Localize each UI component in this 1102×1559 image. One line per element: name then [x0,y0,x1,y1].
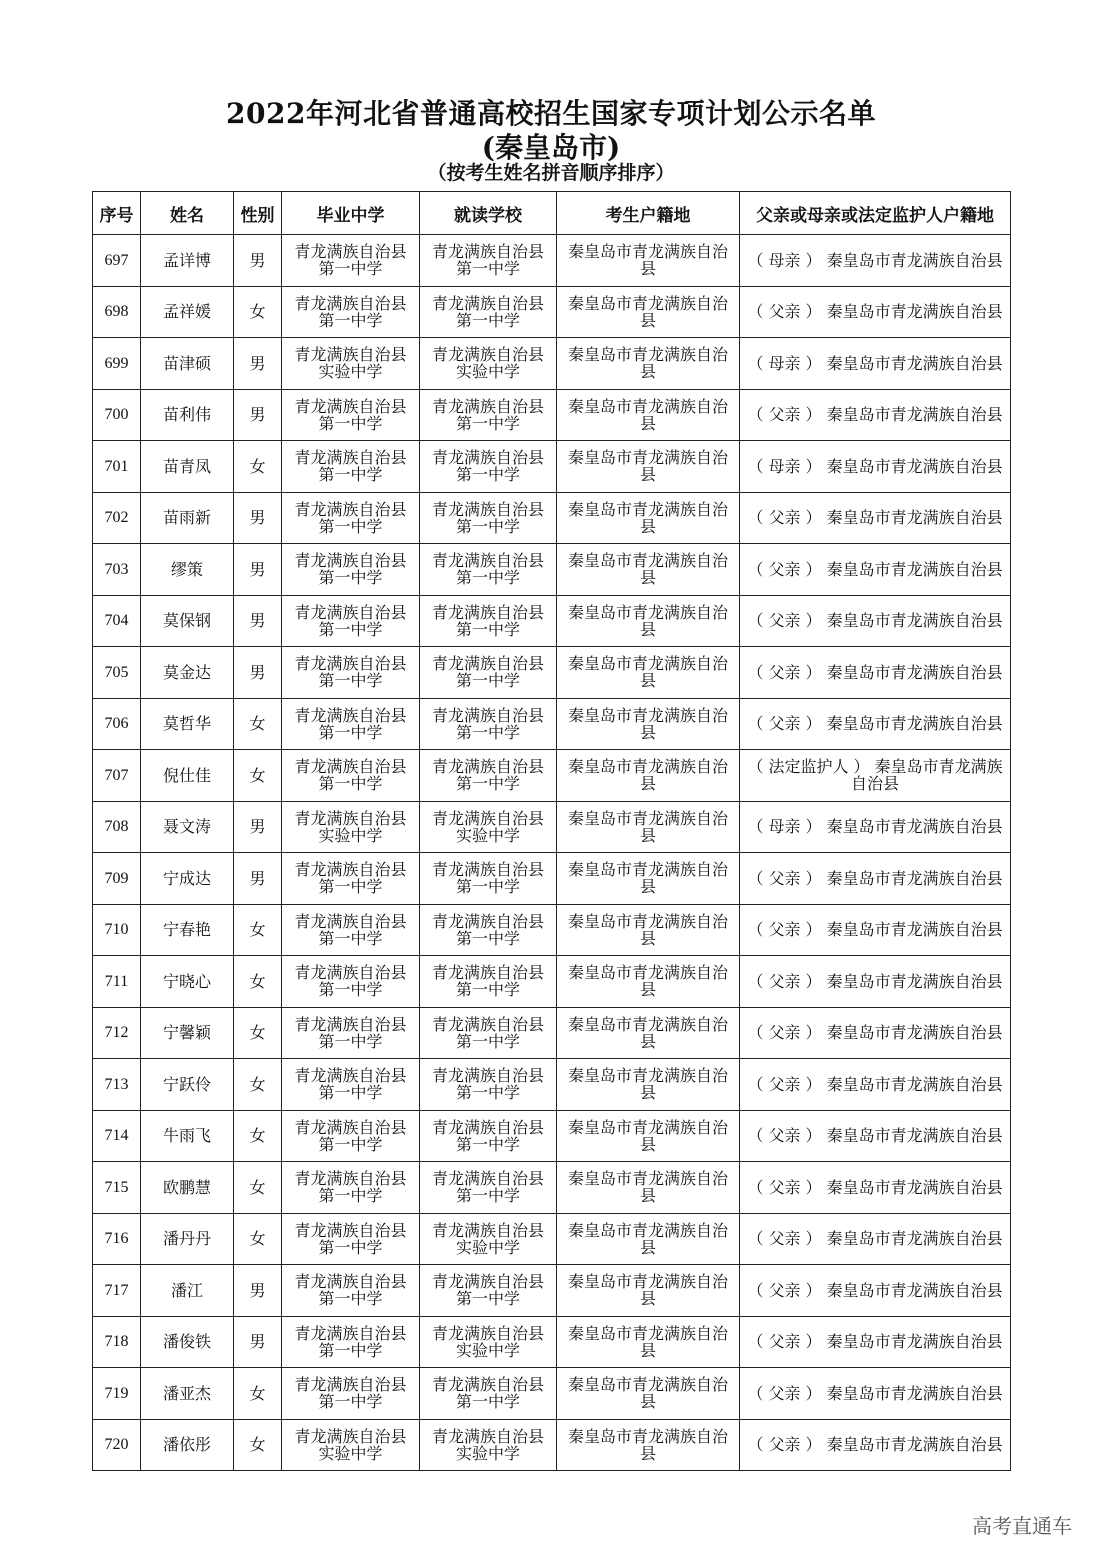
cell-graduated-school: 青龙满族自治县第一中学 [282,647,420,699]
cell-graduated-school: 青龙满族自治县第一中学 [282,441,420,493]
cell-graduated-school: 青龙满族自治县第一中学 [282,1265,420,1317]
cell-index: 709 [93,853,141,905]
cell-graduated-school: 青龙满族自治县实验中学 [282,801,420,853]
cell-name: 缪策 [141,544,234,596]
cell-parent-household: （ 父亲 ） 秦皇岛市青龙满族自治县 [740,1265,1011,1317]
cell-household: 秦皇岛市青龙满族自治县 [557,1265,740,1317]
cell-current-school: 青龙满族自治县第一中学 [420,544,557,596]
cell-index: 697 [93,235,141,287]
cell-graduated-school: 青龙满族自治县第一中学 [282,235,420,287]
table-row [93,1007,1011,1059]
cell-household: 秦皇岛市青龙满族自治县 [557,544,740,596]
col-header-parent-household: 父亲或母亲或法定监护人户籍地 [740,192,1011,235]
cell-name: 宁馨颖 [141,1007,234,1059]
cell-gender: 女 [234,904,282,956]
cell-parent-household: （ 父亲 ） 秦皇岛市青龙满族自治县 [740,1007,1011,1059]
cell-gender: 男 [234,389,282,441]
cell-parent-household: （ 母亲 ） 秦皇岛市青龙满族自治县 [740,801,1011,853]
cell-household: 秦皇岛市青龙满族自治县 [557,1419,740,1471]
cell-index: 707 [93,750,141,802]
cell-graduated-school: 青龙满族自治县第一中学 [282,904,420,956]
cell-parent-household: （ 母亲 ） 秦皇岛市青龙满族自治县 [740,235,1011,287]
cell-gender: 男 [234,595,282,647]
cell-current-school: 青龙满族自治县第一中学 [420,595,557,647]
cell-current-school: 青龙满族自治县第一中学 [420,389,557,441]
cell-household: 秦皇岛市青龙满族自治县 [557,904,740,956]
cell-current-school: 青龙满族自治县第一中学 [420,1110,557,1162]
table-row [93,853,1011,905]
col-header-index: 序号 [93,192,141,235]
cell-index: 702 [93,492,141,544]
cell-household: 秦皇岛市青龙满族自治县 [557,698,740,750]
watermark: 高考直通车 [972,1514,1072,1538]
cell-gender: 女 [234,441,282,493]
cell-gender: 女 [234,1213,282,1265]
cell-graduated-school: 青龙满族自治县第一中学 [282,853,420,905]
table-row [93,801,1011,853]
cell-current-school: 青龙满族自治县第一中学 [420,286,557,338]
cell-index: 704 [93,595,141,647]
table-row [93,904,1011,956]
cell-parent-household: （ 母亲 ） 秦皇岛市青龙满族自治县 [740,338,1011,390]
cell-parent-household: （ 法定监护人 ） 秦皇岛市青龙满族自治县 [740,750,1011,802]
table-row [93,1110,1011,1162]
table-row [93,338,1011,390]
cell-name: 莫哲华 [141,698,234,750]
cell-parent-household: （ 母亲 ） 秦皇岛市青龙满族自治县 [740,441,1011,493]
cell-household: 秦皇岛市青龙满族自治县 [557,1368,740,1420]
cell-gender: 女 [234,286,282,338]
cell-current-school: 青龙满族自治县第一中学 [420,853,557,905]
cell-parent-household: （ 父亲 ） 秦皇岛市青龙满族自治县 [740,853,1011,905]
cell-name: 潘依彤 [141,1419,234,1471]
col-header-name: 姓名 [141,192,234,235]
cell-gender: 女 [234,1419,282,1471]
cell-graduated-school: 青龙满族自治县第一中学 [282,389,420,441]
cell-current-school: 青龙满族自治县实验中学 [420,801,557,853]
cell-current-school: 青龙满族自治县实验中学 [420,1419,557,1471]
table-row [93,235,1011,287]
cell-household: 秦皇岛市青龙满族自治县 [557,647,740,699]
cell-graduated-school: 青龙满族自治县第一中学 [282,1059,420,1111]
cell-gender: 男 [234,338,282,390]
table-row [93,389,1011,441]
cell-name: 莫保钢 [141,595,234,647]
cell-parent-household: （ 父亲 ） 秦皇岛市青龙满族自治县 [740,1316,1011,1368]
cell-index: 716 [93,1213,141,1265]
cell-index: 705 [93,647,141,699]
cell-name: 宁成达 [141,853,234,905]
cell-name: 欧鹏慧 [141,1162,234,1214]
cell-graduated-school: 青龙满族自治县第一中学 [282,1162,420,1214]
table-row [93,492,1011,544]
cell-household: 秦皇岛市青龙满族自治县 [557,801,740,853]
cell-name: 苗利伟 [141,389,234,441]
cell-current-school: 青龙满族自治县实验中学 [420,338,557,390]
page-subtitle: (秦皇岛市) [481,131,621,164]
cell-current-school: 青龙满族自治县第一中学 [420,235,557,287]
table-row [93,441,1011,493]
table-row [93,1213,1011,1265]
cell-current-school: 青龙满族自治县第一中学 [420,1007,557,1059]
cell-gender: 女 [234,750,282,802]
cell-current-school: 青龙满族自治县第一中学 [420,1162,557,1214]
cell-gender: 女 [234,956,282,1008]
cell-index: 712 [93,1007,141,1059]
table-row [93,544,1011,596]
cell-name: 牛雨飞 [141,1110,234,1162]
cell-gender: 男 [234,1265,282,1317]
cell-index: 701 [93,441,141,493]
cell-household: 秦皇岛市青龙满族自治县 [557,1110,740,1162]
table-row [93,956,1011,1008]
table-row [93,1316,1011,1368]
table-row [93,1162,1011,1214]
cell-household: 秦皇岛市青龙满族自治县 [557,853,740,905]
cell-household: 秦皇岛市青龙满族自治县 [557,1162,740,1214]
cell-graduated-school: 青龙满族自治县第一中学 [282,698,420,750]
cell-name: 潘俊铁 [141,1316,234,1368]
cell-parent-household: （ 父亲 ） 秦皇岛市青龙满族自治县 [740,1213,1011,1265]
cell-household: 秦皇岛市青龙满族自治县 [557,1059,740,1111]
cell-parent-household: （ 父亲 ） 秦皇岛市青龙满族自治县 [740,698,1011,750]
cell-parent-household: （ 父亲 ） 秦皇岛市青龙满族自治县 [740,647,1011,699]
col-header-household: 考生户籍地 [557,192,740,235]
table-row [93,1059,1011,1111]
cell-index: 715 [93,1162,141,1214]
cell-household: 秦皇岛市青龙满族自治县 [557,338,740,390]
cell-household: 秦皇岛市青龙满族自治县 [557,1316,740,1368]
cell-name: 苗青凤 [141,441,234,493]
table-row [93,750,1011,802]
cell-index: 698 [93,286,141,338]
cell-parent-household: （ 父亲 ） 秦皇岛市青龙满族自治县 [740,1059,1011,1111]
cell-household: 秦皇岛市青龙满族自治县 [557,286,740,338]
cell-graduated-school: 青龙满族自治县第一中学 [282,956,420,1008]
cell-current-school: 青龙满族自治县第一中学 [420,492,557,544]
cell-parent-household: （ 父亲 ） 秦皇岛市青龙满族自治县 [740,595,1011,647]
cell-current-school: 青龙满族自治县实验中学 [420,1316,557,1368]
cell-gender: 女 [234,1110,282,1162]
cell-household: 秦皇岛市青龙满族自治县 [557,1213,740,1265]
cell-graduated-school: 青龙满族自治县第一中学 [282,1007,420,1059]
cell-graduated-school: 青龙满族自治县第一中学 [282,1368,420,1420]
cell-gender: 男 [234,1316,282,1368]
cell-household: 秦皇岛市青龙满族自治县 [557,595,740,647]
table-row [93,698,1011,750]
cell-current-school: 青龙满族自治县第一中学 [420,904,557,956]
cell-current-school: 青龙满族自治县第一中学 [420,1368,557,1420]
col-header-gender: 性别 [234,192,282,235]
cell-name: 莫金达 [141,647,234,699]
cell-gender: 男 [234,647,282,699]
cell-current-school: 青龙满族自治县第一中学 [420,1265,557,1317]
cell-gender: 男 [234,235,282,287]
cell-parent-household: （ 父亲 ） 秦皇岛市青龙满族自治县 [740,956,1011,1008]
cell-gender: 女 [234,1059,282,1111]
cell-name: 潘江 [141,1265,234,1317]
cell-index: 703 [93,544,141,596]
cell-parent-household: （ 父亲 ） 秦皇岛市青龙满族自治县 [740,1162,1011,1214]
cell-household: 秦皇岛市青龙满族自治县 [557,235,740,287]
cell-index: 699 [93,338,141,390]
cell-name: 聂文涛 [141,801,234,853]
table-row [93,595,1011,647]
cell-name: 苗雨新 [141,492,234,544]
cell-name: 宁春艳 [141,904,234,956]
table-row [93,1265,1011,1317]
cell-current-school: 青龙满族自治县第一中学 [420,698,557,750]
cell-index: 706 [93,698,141,750]
cell-graduated-school: 青龙满族自治县第一中学 [282,1110,420,1162]
cell-household: 秦皇岛市青龙满族自治县 [557,1007,740,1059]
cell-name: 苗津硕 [141,338,234,390]
cell-index: 711 [93,956,141,1008]
table-row [93,647,1011,699]
cell-household: 秦皇岛市青龙满族自治县 [557,492,740,544]
col-header-current-school: 就读学校 [420,192,557,235]
cell-current-school: 青龙满族自治县实验中学 [420,1213,557,1265]
cell-graduated-school: 青龙满族自治县第一中学 [282,750,420,802]
cell-graduated-school: 青龙满族自治县实验中学 [282,1419,420,1471]
cell-graduated-school: 青龙满族自治县第一中学 [282,595,420,647]
cell-current-school: 青龙满族自治县第一中学 [420,441,557,493]
cell-name: 孟详博 [141,235,234,287]
cell-graduated-school: 青龙满族自治县第一中学 [282,286,420,338]
cell-parent-household: （ 父亲 ） 秦皇岛市青龙满族自治县 [740,1419,1011,1471]
cell-name: 宁跃伶 [141,1059,234,1111]
cell-household: 秦皇岛市青龙满族自治县 [557,441,740,493]
cell-gender: 男 [234,801,282,853]
cell-gender: 男 [234,544,282,596]
table-header-row [93,192,1011,235]
cell-parent-household: （ 父亲 ） 秦皇岛市青龙满族自治县 [740,904,1011,956]
cell-parent-household: （ 父亲 ） 秦皇岛市青龙满族自治县 [740,1110,1011,1162]
cell-index: 708 [93,801,141,853]
cell-current-school: 青龙满族自治县第一中学 [420,647,557,699]
cell-graduated-school: 青龙满族自治县实验中学 [282,338,420,390]
cell-graduated-school: 青龙满族自治县第一中学 [282,544,420,596]
cell-gender: 男 [234,492,282,544]
cell-index: 713 [93,1059,141,1111]
table-row [93,286,1011,338]
cell-gender: 女 [234,698,282,750]
cell-name: 潘亚杰 [141,1368,234,1420]
cell-index: 717 [93,1265,141,1317]
cell-parent-household: （ 父亲 ） 秦皇岛市青龙满族自治县 [740,286,1011,338]
page-title: 2022年河北省普通高校招生国家专项计划公示名单 [226,97,876,130]
cell-household: 秦皇岛市青龙满族自治县 [557,389,740,441]
sort-note: （按考生姓名拼音顺序排序） [427,162,675,184]
cell-name: 潘丹丹 [141,1213,234,1265]
table-row [93,1368,1011,1420]
cell-parent-household: （ 父亲 ） 秦皇岛市青龙满族自治县 [740,544,1011,596]
cell-current-school: 青龙满族自治县第一中学 [420,750,557,802]
cell-name: 宁晓心 [141,956,234,1008]
cell-graduated-school: 青龙满族自治县第一中学 [282,1213,420,1265]
cell-name: 孟祥媛 [141,286,234,338]
cell-index: 718 [93,1316,141,1368]
cell-household: 秦皇岛市青龙满族自治县 [557,956,740,1008]
cell-gender: 女 [234,1368,282,1420]
cell-index: 714 [93,1110,141,1162]
cell-gender: 女 [234,1162,282,1214]
roster-table [92,191,1011,1471]
cell-index: 720 [93,1419,141,1471]
cell-household: 秦皇岛市青龙满族自治县 [557,750,740,802]
cell-graduated-school: 青龙满族自治县第一中学 [282,1316,420,1368]
table-row [93,1419,1011,1471]
cell-parent-household: （ 父亲 ） 秦皇岛市青龙满族自治县 [740,389,1011,441]
cell-graduated-school: 青龙满族自治县第一中学 [282,492,420,544]
cell-name: 倪仕佳 [141,750,234,802]
cell-index: 710 [93,904,141,956]
cell-current-school: 青龙满族自治县第一中学 [420,956,557,1008]
cell-index: 700 [93,389,141,441]
cell-current-school: 青龙满族自治县第一中学 [420,1059,557,1111]
col-header-graduated-school: 毕业中学 [282,192,420,235]
cell-parent-household: （ 父亲 ） 秦皇岛市青龙满族自治县 [740,492,1011,544]
cell-parent-household: （ 父亲 ） 秦皇岛市青龙满族自治县 [740,1368,1011,1420]
cell-index: 719 [93,1368,141,1420]
cell-gender: 女 [234,1007,282,1059]
cell-gender: 男 [234,853,282,905]
